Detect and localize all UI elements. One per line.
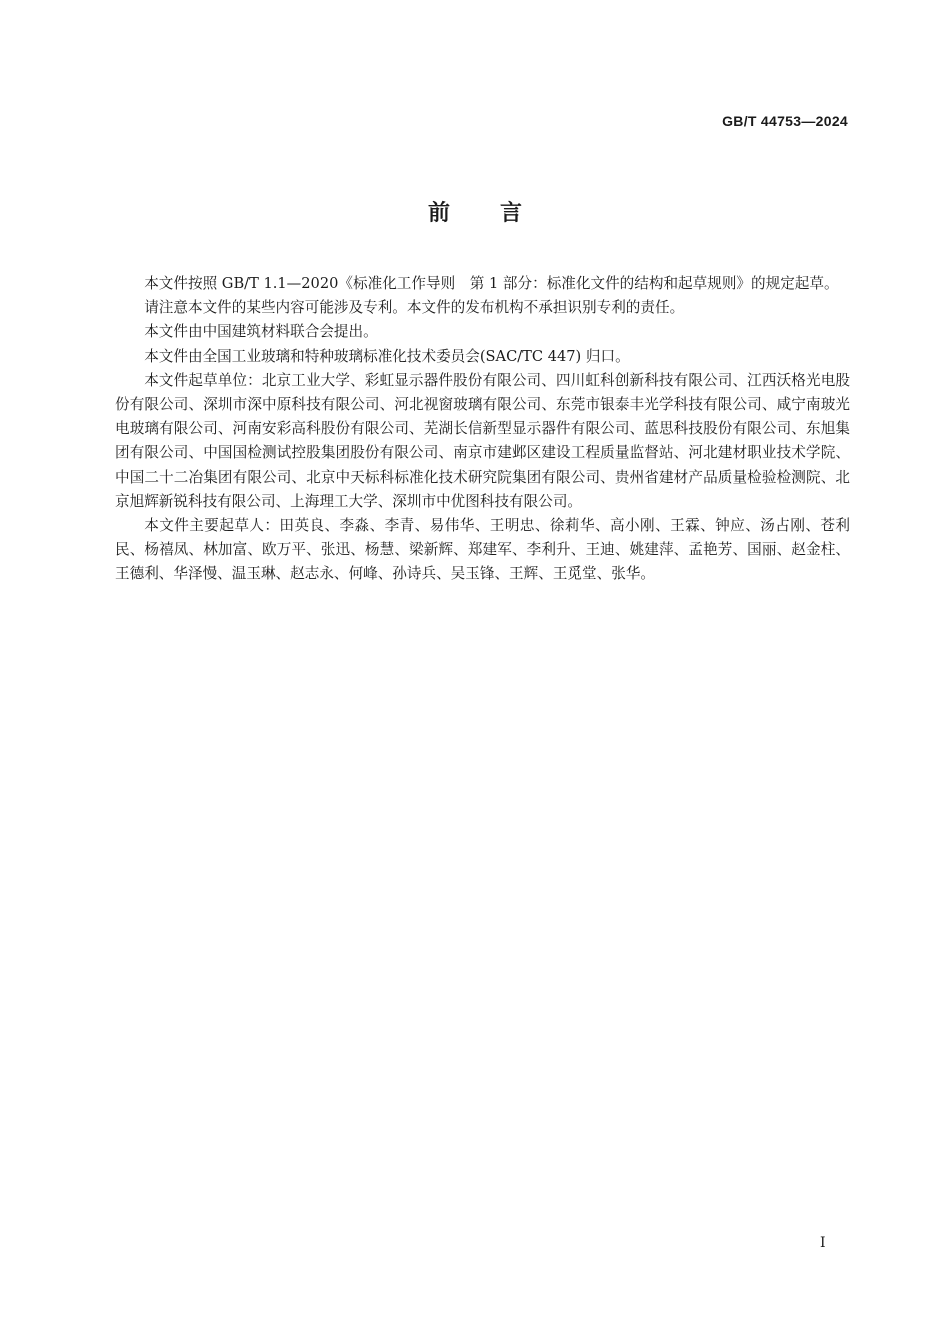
standard-number: GB/T 44753—2024 bbox=[722, 113, 848, 129]
title-char-1: 前 bbox=[427, 201, 450, 226]
page-title bbox=[0, 196, 950, 227]
paragraph-committee: 本文件由全国工业玻璃和特种玻璃标准化技术委员会(SAC/TC 447) 归口。 bbox=[144, 347, 630, 365]
title-char-2: 言 bbox=[500, 201, 523, 226]
paragraph-proposer: 本文件由中国建筑材料联合会提出。 bbox=[144, 323, 378, 341]
page-number: I bbox=[820, 1235, 826, 1251]
paragraph-drafting-units: 本文件起草单位：北京工业大学、彩虹显示器件股份有限公司、四川虹科创新科技有限公司、江西沃格光电股份有限公司、深圳市深中原科技有限公司、河北视窗玻璃有限公司、东莞市银泰丰光学科技有限公司、咸宁南玻光电玻璃有限公司、河南安彩高科股份有限公司、芜湖长信新型显示器件有限公司、蓝思科技股份有限公司、东旭集团有限公司、中国国检测试控股集团股份有限公司、南京市建邺区建设工程质量监督站、河北建材职业技术学院、中国二十二冶集团有限公司、北京中天标科标准化技术研究院集团有限公司、贵州省建材产品质量检验检测院、北京旭辉新锐科技有限公司、上海理工大学、深圳市中优图科技有限公司。 bbox=[115, 371, 850, 510]
paragraph-patent-notice: 请注意本文件的某些内容可能涉及专利。本文件的发布机构不承担识别专利的责任。 bbox=[144, 299, 685, 317]
paragraph-drafters: 本文件主要起草人：田英良、李淼、李青、易伟华、王明忠、徐莉华、高小刚、王霖、钟应、汤占刚、苍利民、杨禧凤、林加富、欧万平、张迅、杨慧、梁新辉、郑建军、李利升、王迪、姚建萍、孟艳芳、国丽、赵金柱、王德利、华泽慢、温玉琳、赵志永、何峰、孙诗兵、吴玉锋、王辉、王觅堂、张华。 bbox=[115, 517, 850, 583]
paragraph-drafting-rules: 本文件按照 GB/T 1.1—2020《标准化工作导则 第 1 部分：标准化文件的结构和起草规则》的规定起草。 bbox=[144, 275, 839, 292]
foreword-body bbox=[115, 272, 850, 587]
